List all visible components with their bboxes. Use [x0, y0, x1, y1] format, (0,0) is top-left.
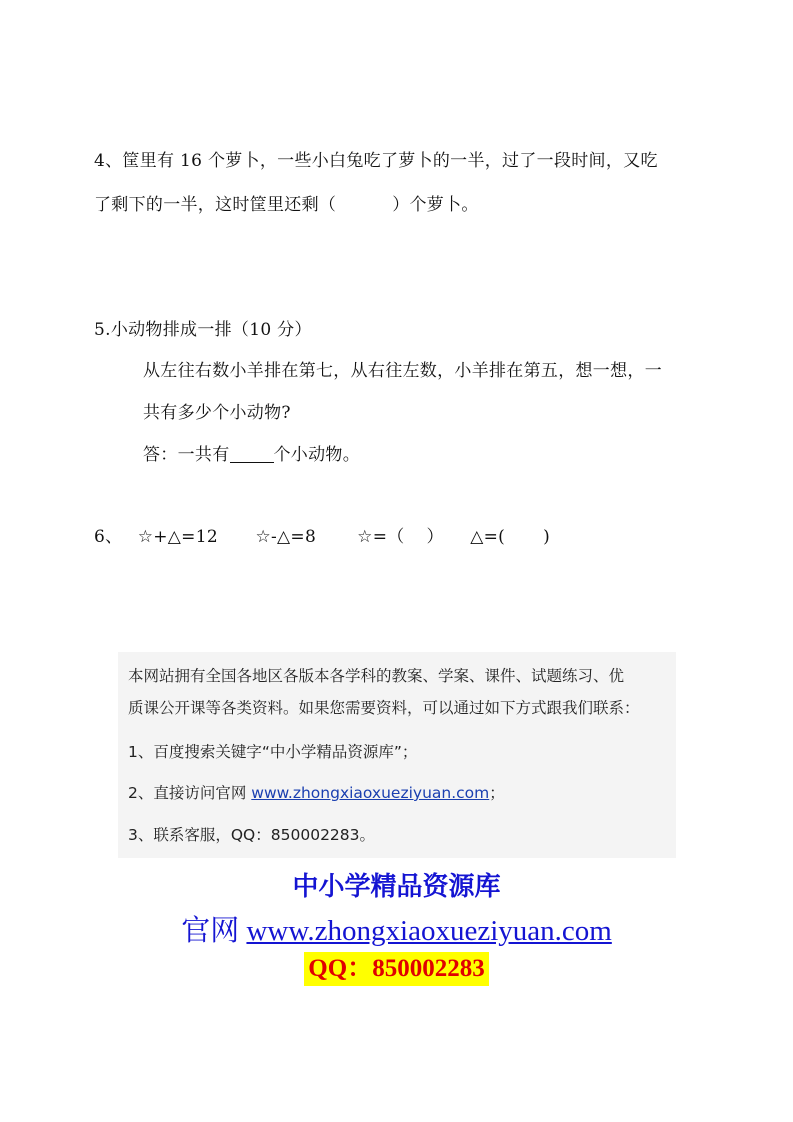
q6-row: [94, 522, 550, 547]
q6-triangle-answer-open: △=(: [470, 527, 506, 547]
resource-info-box: [118, 652, 676, 858]
brand-title: 中小学精品资源库: [292, 872, 501, 902]
brand-site-line: [0, 908, 793, 949]
q6-star-answer-open: ☆=（: [357, 527, 405, 547]
info-item-2: [128, 781, 505, 803]
q6-equation-1: ☆+△=12: [137, 527, 218, 547]
q4-line-1: 4、筐里有 16 个萝卜，一些小白兔吃了萝卜的一半，过了一段时间，又吃: [94, 151, 658, 171]
brand-qq-row: [0, 952, 793, 986]
info-line-2: 质课公开课等各类资料。如果您需要资料，可以通过如下方式跟我们联系：: [128, 699, 640, 717]
q6-equation-2: ☆-△=8: [255, 527, 317, 547]
q5-answer-start: 答：一共有: [143, 445, 230, 465]
q4-line-2-start: 了剩下的一半，这时筐里还剩（: [94, 195, 337, 215]
info-item-3: 3、联系客服，QQ：850002283。: [128, 826, 376, 844]
brand-qq-badge: QQ：850002283: [304, 952, 488, 986]
q6-triangle-answer-close: ): [543, 527, 551, 547]
q5-answer: [143, 440, 360, 465]
info-item-2-end: ；: [489, 784, 505, 802]
q4-line-2-end: ）个萝卜。: [392, 195, 479, 215]
q5-title: 5.小动物排成一排（10 分）: [94, 320, 312, 340]
q5-line-2: 共有多少个小动物?: [143, 403, 291, 423]
q5-answer-end: 个小动物。: [273, 445, 360, 465]
q6-label: 6、: [94, 527, 123, 547]
q4-line-2: [94, 190, 479, 215]
brand-site-link[interactable]: www.zhongxiaoxueziyuan.com: [246, 915, 612, 947]
info-site-link[interactable]: www.zhongxiaoxueziyuan.com: [251, 784, 490, 802]
info-item-2-start: 2、直接访问官网: [128, 784, 252, 802]
q5-line-1: 从左往右数小羊排在第七，从右往左数，小羊排在第五，想一想，一: [143, 361, 662, 381]
info-item-1: 1、百度搜索关键字“中小学精品资源库”；: [128, 743, 418, 761]
brand-site-label: 官网: [181, 915, 247, 947]
q6-star-answer-close: ）: [426, 527, 444, 547]
info-line-1: 本网站拥有全国各地区各版本各学科的教案、学案、课件、试题练习、优: [128, 667, 625, 685]
q5-answer-blank: [230, 444, 274, 463]
